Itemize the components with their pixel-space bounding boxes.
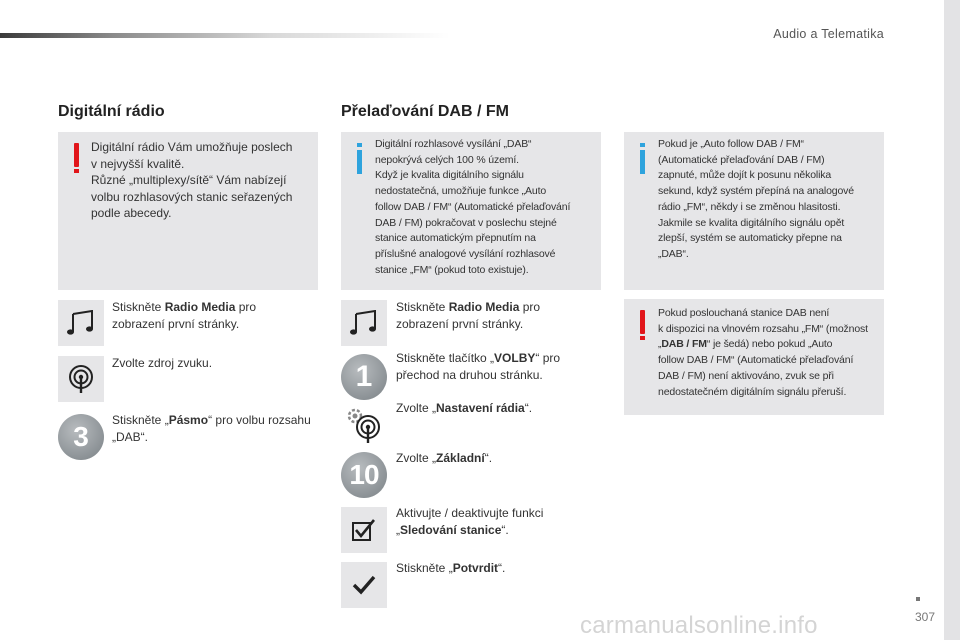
page-number: 307	[915, 610, 936, 624]
step-badge-10: 10	[341, 452, 387, 498]
info-icon	[640, 150, 645, 174]
page-edge-strip	[944, 0, 960, 640]
middle-step-1: Stiskněte Radio Media pro zobrazení první stránky.	[396, 300, 541, 331]
left-step-1: Stiskněte Radio Media pro zobrazení první stránky.	[112, 300, 257, 331]
radio-settings-icon	[341, 402, 387, 448]
middle-step-4: Zvolte „Základní“.	[396, 451, 493, 465]
middle-step-3: Zvolte „Nastavení rádia“.	[396, 401, 533, 415]
dab-unavailable-warning-note	[624, 299, 884, 415]
digital-radio-note-text: Digitální rádio Vám umožňuje poslech v nejvyšší kvalitě. Různé „multiplexy/sítě“ Vám nabízejí volbu rozhlasových stanic seřazených podle abecedy.	[91, 140, 293, 220]
middle-step-6: Stiskněte „Potvrdit“.	[396, 561, 506, 575]
dab-fm-info-note	[341, 132, 601, 290]
radio-signal-icon	[58, 356, 104, 402]
music-note-icon	[341, 300, 387, 346]
step-badge-1: 1	[341, 354, 387, 400]
middle-step-2: Stiskněte tlačítko „VOLBY“ pro přechod na druhou stránku.	[396, 351, 561, 382]
digital-radio-title: Digitální rádio	[58, 103, 165, 120]
header-gradient-bar	[0, 33, 450, 38]
auto-follow-info-note	[624, 132, 884, 290]
warning-icon	[640, 310, 645, 334]
checkbox-icon	[341, 507, 387, 553]
left-step-3: Stiskněte „Pásmo“ pro volbu rozsahu „DAB“.	[112, 413, 311, 444]
section-title: Audio a Telematika	[773, 27, 884, 41]
digital-radio-warning-note	[58, 132, 318, 290]
dab-fm-note-text: Digitální rozhlasové vysílání „DAB“ nepokrývá celých 100 % území. Když je kvalita digitálního signálu nedostatečná, umožňuje funkce „Auto follow DAB / FM“ (Automatické přelaďování DAB / FM) pokračovat v poslechu stejné stanice automatickým přepnutím na příslušné analogové vysílání rozhlasové stanice „FM“ (pokud toto existuje).	[375, 138, 571, 276]
info-icon	[357, 150, 362, 174]
page-marker	[916, 597, 920, 601]
middle-step-5: Aktivujte / deaktivujte funkci „Sledování stanice“.	[396, 506, 544, 537]
warning-icon	[74, 143, 79, 167]
dab-fm-title: Přelaďování DAB / FM	[341, 103, 509, 120]
dab-unavailable-note-text: Pokud poslouchaná stanice DAB není k dispozici na vlnovém rozsahu „FM“ (možnost „DAB / FM“ je šedá) nebo pokud „Auto follow DAB / FM“ (Automatické přelaďování DAB / FM) není aktivováno, zvuk se při nedostatečném digitálním signálu přeruší.	[658, 307, 868, 398]
left-step-2: Zvolte zdroj zvuku.	[112, 356, 213, 370]
checkmark-icon	[341, 562, 387, 608]
step-badge-3: 3	[58, 414, 104, 460]
auto-follow-note-text: Pokud je „Auto follow DAB / FM“ (Automatické přelaďování DAB / FM) zapnuté, může dojít k posunu několika sekund, když systém přepíná na analogové rádio „FM“, někdy i se změnou hlasitosti. Jakmile se kvalita digitálního signálu opět zlepší, systém se automaticky přepne na „DAB“.	[658, 138, 854, 260]
music-note-icon	[58, 300, 104, 346]
watermark: carmanualsonline.info	[580, 612, 818, 639]
